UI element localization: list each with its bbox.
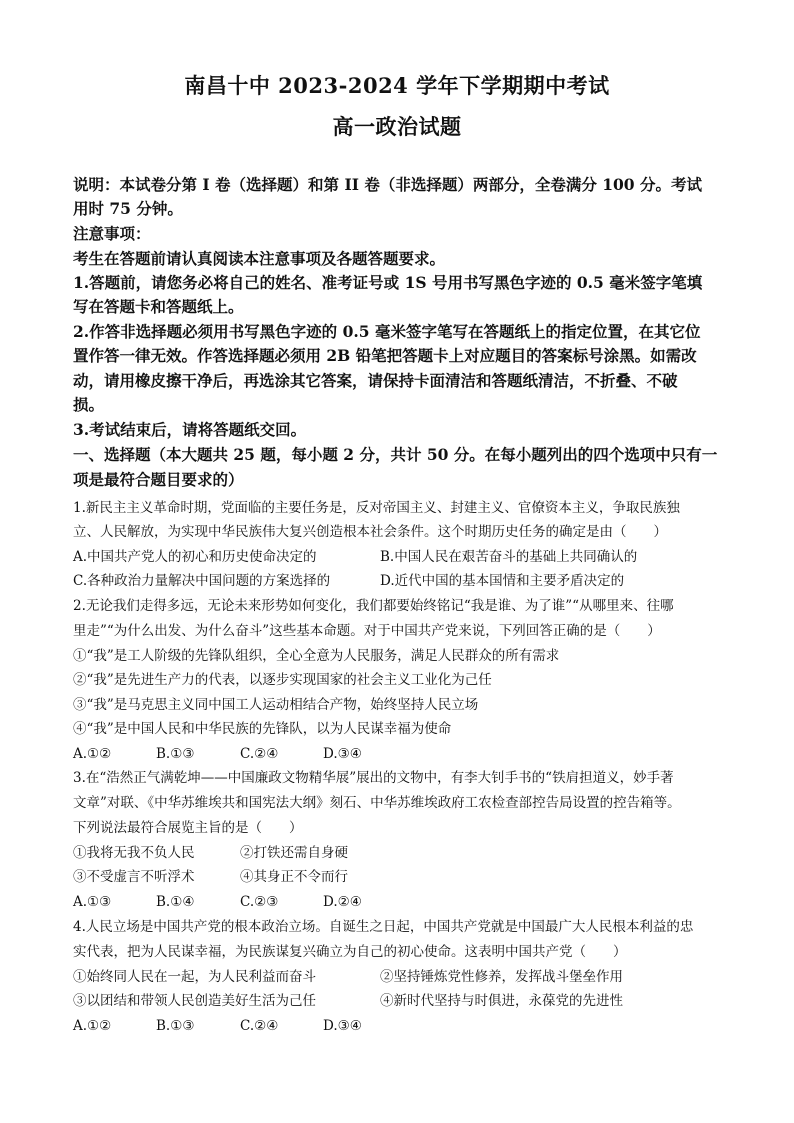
q3-statement-3: ③不受虚言不听浮术	[73, 869, 195, 885]
q3-stem-line1: 3.在“浩然正气满乾坤——中国廉政文物精华展”展出的文物中，有李大钊手书的“铁肩担道义，妙手著	[73, 770, 674, 786]
q3-option-a: A.①③	[73, 894, 112, 910]
q4-option-d: D.③④	[323, 1018, 362, 1034]
q4-stem-line1: 4.人民立场是中国共产党的根本政治立场。自诞生之日起，中国共产党就是中国最广大人民根本利益的忠	[73, 919, 694, 935]
q2-option-c: C.②④	[240, 746, 279, 762]
q1-option-d: D.近代中国的基本国情和主要矛盾决定的	[380, 573, 625, 589]
q4-option-b: B.①③	[156, 1018, 195, 1034]
section1-heading-line1: 一、选择题（本大题共 25 题，每小题 2 分，共计 50 分。在每小题列出的四个选项中只有一	[73, 445, 718, 464]
q3-stem-line3: 下列说法最符合展览主旨的是（ ）	[73, 820, 303, 836]
q1-option-b: B.中国人民在艰苦奋斗的基础上共同确认的	[380, 549, 638, 565]
q2-option-a: A.①②	[73, 746, 112, 762]
notice-item3: 3.考试结束后，请将答题纸交回。	[73, 420, 307, 439]
q3-option-b: B.①④	[156, 894, 195, 910]
exam-subtitle: 高一政治试题	[332, 114, 462, 139]
q4-stem-line2: 实代表，把为人民谋幸福，为民族谋复兴确立为自己的初心使命。这表明中国共产党（ ）	[73, 944, 627, 960]
q1-option-a: A.中国共产党人的初心和历史使命决定的	[73, 549, 317, 565]
q3-stem-line2: 文章”对联、《中华苏维埃共和国宪法大纲》刻石、中华苏维埃政府工农检查部控告局设置的控告箱等。	[73, 795, 681, 811]
notice-item2-line3: 动，请用橡皮擦干净后，再选涂其它答案，请保持卡面清洁和答题纸清洁，不折叠、不破	[73, 371, 678, 390]
instructions-desc-line2: 用时 75 分钟。	[73, 199, 183, 218]
q2-stem-line2: 里走”“为什么出发、为什么奋斗”这些基本命题。对于中国共产党来说，下列回答正确的是（ ）	[73, 623, 661, 639]
q2-option-b: B.①③	[156, 746, 195, 762]
notice-title: 注意事项：	[73, 224, 151, 243]
q2-statement-4: ④“我”是中国人民和中华民族的先锋队，以为人民谋幸福为使命	[73, 721, 452, 737]
q2-stem-line1: 2.无论我们走得多远，无论未来形势如何变化，我们都要始终铭记“我是谁、为了谁”“从哪里来、往哪	[73, 598, 674, 614]
notice-item1-line2: 写在答题卡和答题纸上。	[73, 297, 244, 316]
q3-statement-1: ①我将无我不负人民	[73, 845, 195, 861]
q2-statement-1: ①“我”是工人阶级的先锋队组织，全心全意为人民服务，满足人民群众的所有需求	[73, 648, 560, 664]
instructions-desc-line1: 说明：本试卷分第 I 卷（选择题）和第 II 卷（非选择题）两部分，全卷满分 100 分。考试	[73, 175, 702, 194]
q3-option-d: D.②④	[323, 894, 362, 910]
exam-title: 南昌十中 2023-2024 学年下学期期中考试	[184, 73, 610, 98]
q3-statement-2: ②打铁还需自身硬	[240, 845, 348, 861]
notice-item2-line4: 损。	[73, 395, 105, 414]
q2-option-d: D.③④	[323, 746, 362, 762]
notice-item2-line2: 置作答一律无效。作答选择题必须用 2B 铅笔把答题卡上对应题目的答案标号涂黑。如需改	[73, 346, 697, 365]
q2-statement-2: ②“我”是先进生产力的代表，以逐步实现国家的社会主义工业化为己任	[73, 672, 492, 688]
q3-option-c: C.②③	[240, 894, 279, 910]
notice-item2-line1: 2.作答非选择题必须用书写黑色字迹的 0.5 毫米签字笔写在答题纸上的指定位置，在其它位	[73, 322, 701, 341]
q4-statement-3: ③以团结和带领人民创造美好生活为己任	[73, 993, 316, 1009]
q3-statement-4: ④其身正不令而行	[240, 869, 348, 885]
q1-stem-line1: 1.新民主主义革命时期，党面临的主要任务是，反对帝国主义、封建主义、官僚资本主义，争取民族独	[73, 500, 680, 516]
q4-statement-4: ④新时代坚持与时俱进，永葆党的先进性	[380, 993, 623, 1009]
q2-statement-3: ③“我”是马克思主义同中国工人运动相结合产物，始终坚持人民立场	[73, 697, 479, 713]
q1-option-c: C.各种政治力量解决中国问题的方案选择的	[73, 573, 331, 589]
notice-item1-line1: 1.答题前，请您务必将自己的姓名、准考证号或 1S 号用书写黑色字迹的 0.5 毫米签字笔填	[73, 273, 703, 292]
q4-option-c: C.②④	[240, 1018, 279, 1034]
q4-statement-1: ①始终同人民在一起，为人民利益而奋斗	[73, 969, 316, 985]
q4-statement-2: ②坚持锤炼党性修养，发挥战斗堡垒作用	[380, 969, 623, 985]
q1-stem-line2: 立、人民解放，为实现中华民族伟大复兴创造根本社会条件。这个时期历史任务的确定是由（ ）	[73, 524, 667, 540]
q4-option-a: A.①②	[73, 1018, 112, 1034]
notice-intro: 考生在答题前请认真阅读本注意事项及各题答题要求。	[73, 249, 446, 268]
section1-heading-line2: 项是最符合题目要求的）	[73, 470, 244, 489]
